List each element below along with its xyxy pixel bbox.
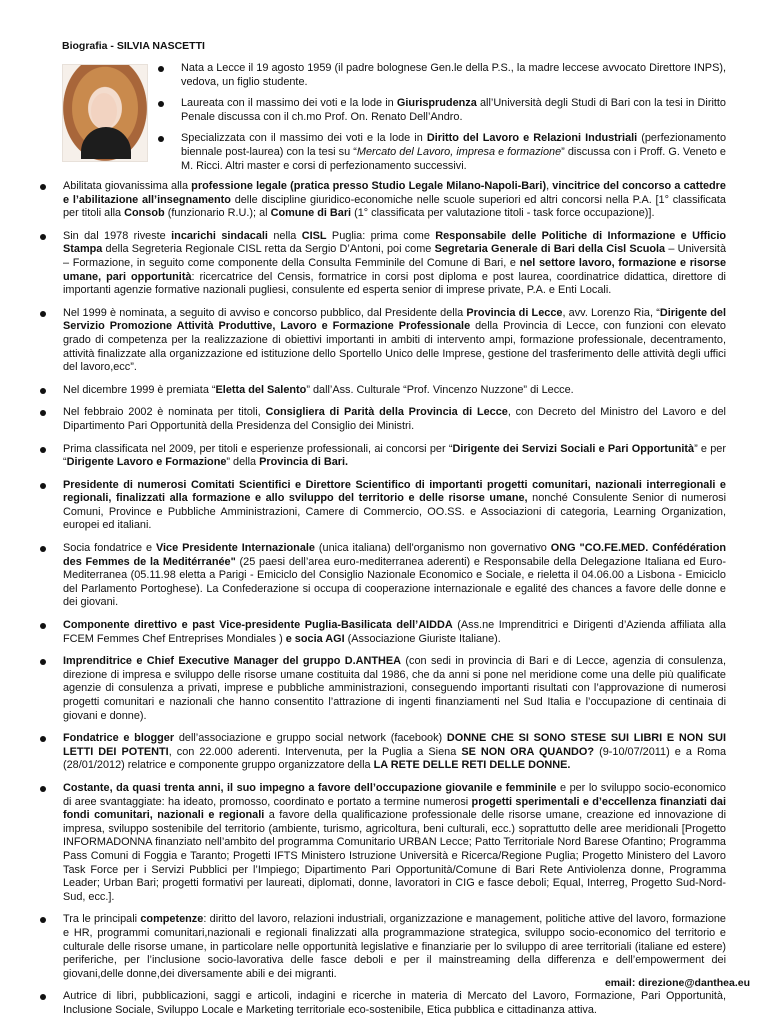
list-item (40, 406, 726, 433)
list-item (40, 542, 726, 610)
bullet-icon (40, 483, 46, 489)
profile-photo (62, 64, 148, 162)
main-bullet-list (40, 180, 726, 1026)
photo-shoulder (81, 127, 131, 159)
bullet-icon (40, 410, 46, 416)
item-text: Costante, da quasi trenta anni, il suo impegno a favore dell’occupazione giovanile e femminile e per lo sviluppo socio-economico di aree svantaggiate: ha ideato, promosso, coordinato e portato a termine numerosi progetti sperimentali e d’eccellenza finanziati dai fondi comunitari, nazionali e regionali a favore della qualificazione professionale delle risorse umane, creazione ed innovazione di impresa, sviluppo sostenibile del territorio (ambiente, turismo, agricoltura, beni culturali, ecc.) soprattutto delle aree meridionali [Progetto INFORMADONNA finanziato nell’ambito del programma Comunitario URBAN Lecce; Patto Territoriale Nord Barese Ofantino; Programma Pass Comuni di Foggia e Taranto; Progetti IFTS Ministero Istruzione Università e Ricerca/Regione Puglia; Progetto Ministero del Lavoro Task Force per i Servizi Pubblici per l’Impiego; Dipartimento Pari Opportunità/Comune di Bari Rete Antiviolenza donne, Programma Leader; Urban Bari; progetti formativi per laureati, diplomati, donne, lavoratori in CIG e fasce deboli; Equal, Interreg, Progetto Sud-Nord-Sud, ecc.]. (63, 781, 726, 903)
bullet-icon (40, 917, 46, 923)
item-text: Autrice di libri, pubblicazioni, saggi e articoli, indagini e ricerche in materia di Mercato del Lavoro, Formazione, Pari Opportunità, Inclusione Sociale, Sviluppo Locale e Marketing territoriale eco-sostenibile, Etica pubblica e cittadinanza attiva. (63, 990, 726, 1016)
bullet-icon (158, 136, 164, 142)
item-text-c: (perfezionamento biennale post-laurea) con la tesi su “ (181, 132, 727, 158)
list-item (40, 619, 726, 646)
item-text: Nel febbraio 2002 è nominata per titoli, Consigliera di Parità della Provincia di Lecce, con Decreto del Ministro del Lavoro e del Dipartimento Pari Opportunità della Presidenza del Consiglio dei Ministri. (63, 406, 726, 432)
bullet-icon (40, 184, 46, 190)
item-text: Tra le principali competenze: diritto del lavoro, relazioni industriali, organizzazione e management, politiche attive del lavoro, formazione e HR, programmi comunitari,nazionali e regionali finalizzati alla programmazione strategica, sviluppo socio-economico del territorio e culturale delle risorse umane, in particolare nelle opportunità legislative e finanziarie per lo sviluppo di aree territoriali (italiane ed estere) periferiche, per l’inclusione socio-lavorativa delle fasce deboli e per il mainstreaming della differenza e dell’empowerment dei giovani,delle donne,dei diversamente abili e dei migranti. (63, 913, 726, 980)
bullet-icon (40, 994, 46, 1000)
list-item (40, 307, 726, 375)
list-item (40, 230, 726, 298)
bullet-icon (40, 447, 46, 453)
item-text: Sin dal 1978 riveste incarichi sindacali nella CISL Puglia: prima come Responsabile delle Politiche di Informazione e Ufficio Stampa della Segreteria Regionale CISL retta da Sergio D’Antoni, poi come Segretaria Generale di Bari della Cisl Scuola – Università – Formazione, in seguito come componente della Consulta Femminile del Comune di Bari, e nel settore lavoro, formazione e risorse umane, pari opportunità: ricercatrice del Censis, formatrice in corsi post diploma e post laurea, coordinatrice didattica, direttore di importanti agenzie formative nazionali pugliesi, consulente ed esperta senior di imprese private, P.A. e Enti Locali. (63, 229, 727, 297)
item-text: Abilitata giovanissima alla professione legale (pratica presso Studio Legale Milano-Napoli-Bari), vincitrice del concorso a cattedre e l’abilitazione all’insegnamento delle discipline giuridico-economiche nelle scuole superiori ed altri concorsi nella P.A. [1° classificata per titoli alla Consob (funzionario R.U.); al Comune di Bari (1° classificata per valutazione titoli - task force occupazione)]. (63, 180, 726, 220)
item-text: Imprenditrice e Chief Executive Manager del gruppo D.ANTHEA (con sedi in provincia di Bari e di Lecce, agenzia di consulenza, direzione di impresa e sviluppo delle risorse umane costituita dal 1986, che da anni si pone nel meridione come una delle più qualificate agenzie di consulenza a privati, imprese e pubbliche amministrazioni, conseguendo importanti risultati con l’approvazione di numerosi progetti comunitari e nazionali che hanno consentito l’attrazione di ingenti finanziamenti nel Sud Italia e l’occupazione di centinaia di giovani e donne). (63, 655, 726, 722)
bullet-icon (158, 66, 164, 72)
bullet-icon (40, 786, 46, 792)
list-item (40, 655, 726, 723)
bullet-icon (40, 736, 46, 742)
list-item (158, 97, 726, 124)
list-item (40, 913, 726, 981)
item-text: Presidente di numerosi Comitati Scientifici e Direttore Scientifico di importanti progetti comunitari, nazionali interregionali e regionali, finalizzati alla formazione e allo sviluppo del territorio e delle risorse umane, nonché Consulente Senior di numerosi Comuni, Province e Pubbliche Amministrazioni, Camere di Commercio, OO.SS. e Associazioni di categoria, Learning Organization, europei ed italiani. (63, 478, 726, 532)
bullet-icon (40, 311, 46, 317)
list-item (158, 132, 726, 173)
list-item (40, 443, 726, 470)
top-bullet-list (158, 62, 726, 181)
list-item (40, 990, 726, 1017)
list-item (40, 782, 726, 904)
bullet-icon (40, 623, 46, 629)
item-text: Prima classificata nel 2009, per titoli e esperienze professionali, ai concorsi per “Dirigente dei Servizi Sociali e Pari Opportunità” e per “Dirigente Lavoro e Formazione” della Provincia di Bari. (63, 442, 726, 469)
list-item (40, 732, 726, 773)
item-text-a: Specializzata con il massimo dei voti e la lode in (181, 132, 427, 145)
bullet-icon (158, 101, 164, 107)
list-item (40, 384, 726, 398)
item-text: Componente direttivo e past Vice-presidente Puglia-Basilicata dell’AIDDA (Ass.ne Imprenditrici e Dirigenti d’Azienda affiliata alla FCEM Femmes Chef Entreprises Mondiales ) e socia AGI (Associazione Giuriste Italiane). (63, 619, 726, 645)
item-text: Socia fondatrice e Vice Presidente Internazionale (unica italiana) dell'organismo non governativo ONG "CO.FE.MED. Confédération des Femmes de la Meditérranée" (25 paesi dell’area euro-mediterranea aderenti) e Responsabile della Delegazione Italiana ed Euro-Mediterranea (05.11.98 eletta a Parigi - Emiciclo del Consiglio Nazionale Economico e Sociale, e rieletta il 04.06.00 a Lisbona - Emiciclo del Parlamento Portoghese). La Confederazione si occupa di cooperazione internazionale e egalité des chances a favore delle donne e dei giovani. (63, 542, 726, 609)
item-text-bold: Giurisprudenza (396, 97, 477, 110)
photo-face (91, 93, 117, 129)
bullet-icon (40, 546, 46, 552)
item-text: Nel 1999 è nominata, a seguito di avviso e concorso pubblico, dal Presidente della Provincia di Lecce, avv. Lorenzo Ria, “Dirigente del Servizio Promozione Attività Produttive, Lavoro e Formazione Professionale della Provincia di Lecce, con funzioni con elevato grado di competenza per la realizzazione di obiettivi importanti in ambiti di intervento ampi, formazione professionale, decentramento, attività finalizzate alla organizzazione ed istituzione dello Sportello Unico delle Imprese, gestione del trasferimento delle attività degli uffici del lavoro,ecc”. (63, 306, 726, 374)
item-text: Fondatrice e blogger dell’associazione e gruppo social network (facebook) DONNE CHE SI SONO STESE SUI LIBRI E NON SUI LETTI DEI POTENTI, con 22.000 aderenti. Intervenuta, per la Puglia a Siena SE NON ORA QUANDO? (9-10/07/2011) e a Roma (28/01/2012) relatrice e componente gruppo organizzatore della LA RETE DELLE RETI DELLE DONNE. (63, 732, 726, 772)
item-text-a: Laureata con il massimo dei voti e la lode in (181, 97, 397, 110)
list-item (40, 479, 726, 533)
item-text: Nata a Lecce il 19 agosto 1959 (il padre bolognese Gen.le della P.S., la madre leccese avvocato Direttore INPS), vedova, un figlio studente. (181, 62, 726, 88)
list-item (40, 180, 726, 221)
item-text-d: ” discussa con i Proff. G. Veneto e M. Ricci. Altri master e corsi di perfezionamento successivi. (181, 145, 726, 172)
bullet-icon (40, 388, 46, 394)
item-text-italic: Mercato del Lavoro, impresa e formazione (356, 145, 562, 158)
list-item (158, 62, 726, 89)
item-text-bold: Diritto del Lavoro e Relazioni Industriali (426, 132, 638, 145)
email-footer: email: direzione@danthea.eu (604, 977, 750, 989)
item-text: Nel dicembre 1999 è premiata “Eletta del Salento” dall’Ass. Culturale “Prof. Vincenzo Nuzzone” di Lecce. (63, 383, 574, 396)
document-title: Biografia - SILVIA NASCETTI (62, 40, 205, 52)
bullet-icon (40, 659, 46, 665)
bullet-icon (40, 234, 46, 240)
item-text-c: all’Università degli Studi di Bari con la tesi in Diritto Penale discussa con il ch.mo Prof. On. Renato Dell’Andro. (181, 97, 726, 123)
